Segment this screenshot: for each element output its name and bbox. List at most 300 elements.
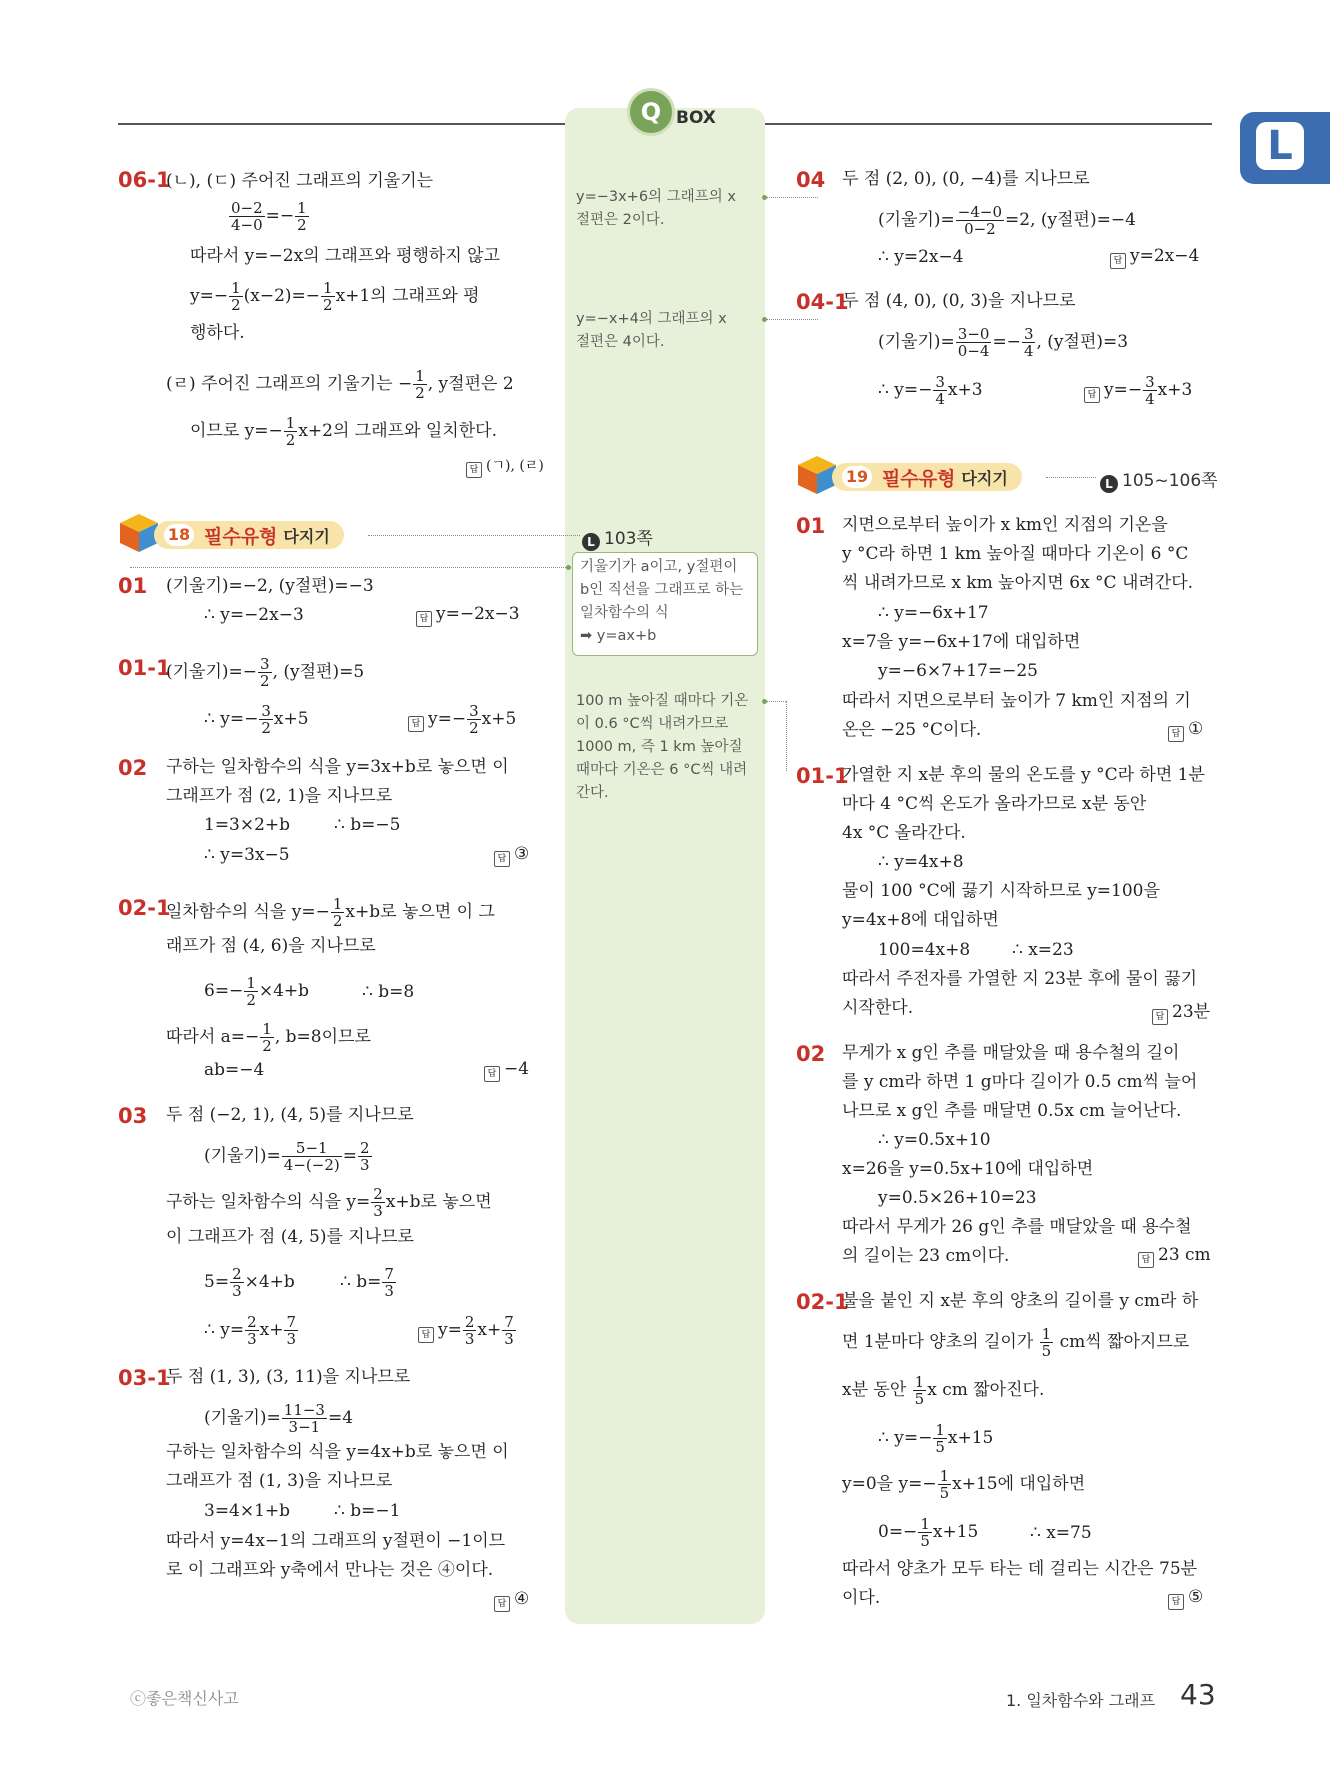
lesson-icon: L <box>582 533 600 551</box>
text: ∴ y=− <box>204 709 259 729</box>
solution-line: (ㄴ), (ㄷ) 주어진 그래프의 기울기는 <box>166 171 434 191</box>
answer-value: y=2x−4 <box>1130 246 1200 266</box>
answer <box>494 844 529 867</box>
solution-line: 3=4×1+b <box>204 1501 291 1521</box>
answer-value: 23분 <box>1172 1002 1211 1022</box>
fraction <box>230 1266 244 1299</box>
solution-line: 무게가 x g인 추를 매달았을 때 용수철의 길이 <box>842 1043 1180 1063</box>
qbox-note-1 <box>576 186 754 232</box>
chapter-tab <box>1240 112 1330 184</box>
text: y=0을 y=− <box>842 1474 937 1494</box>
answer-value: (ㄱ), (ㄹ) <box>486 458 544 474</box>
answer <box>1084 374 1192 407</box>
problem-number: 02 <box>796 1042 826 1066</box>
denominator: 4−(−2) <box>283 1156 340 1174</box>
denominator: 4 <box>1023 342 1034 360</box>
numerator: 1 <box>939 1467 950 1485</box>
fraction <box>331 896 345 929</box>
fraction <box>259 703 273 736</box>
solution-line <box>878 1422 993 1455</box>
solution-line <box>204 1402 353 1435</box>
note-line: 간다. <box>576 785 609 801</box>
solution-line <box>842 1374 1044 1407</box>
text: x+3 <box>947 380 983 400</box>
solution-line <box>204 975 309 1008</box>
fraction <box>371 1186 385 1219</box>
text: =− <box>265 206 295 226</box>
answer-value: x+5 <box>481 709 517 729</box>
numerator: 1 <box>914 1373 925 1391</box>
answer <box>494 1589 529 1612</box>
chapter-tab-icon: L <box>1256 122 1304 170</box>
solution-line: 1=3×2+b <box>204 815 291 835</box>
numerator: 11−3 <box>283 1401 325 1419</box>
problem-number: 02 <box>118 756 148 780</box>
fraction <box>258 656 272 689</box>
answer-value: x+ <box>477 1320 502 1340</box>
answer-value: −4 <box>504 1059 530 1079</box>
solution-line: 두 점 (1, 3), (3, 11)을 지나므로 <box>166 1367 411 1387</box>
fraction <box>933 1422 947 1455</box>
text: (기울기)= <box>878 332 955 352</box>
answer-icon: 답 <box>408 716 424 732</box>
fraction <box>1022 326 1036 359</box>
banner-title: 필수유형 <box>204 525 278 548</box>
denominator: 2 <box>231 296 241 314</box>
answer-icon: 답 <box>418 1327 434 1343</box>
text: 이므로 y=− <box>190 421 283 441</box>
answer-value: x+3 <box>1157 380 1193 400</box>
fraction <box>956 326 992 359</box>
solution-line <box>204 1140 373 1173</box>
solution-line <box>878 374 983 407</box>
banner-subtitle: 다지기 <box>283 526 330 546</box>
fraction <box>918 1516 932 1549</box>
text: ×4+b <box>258 981 310 1001</box>
qbox-note-4 <box>576 690 754 805</box>
text: x+b로 놓으면 <box>385 1192 492 1212</box>
solution-line: x=7을 y=−6x+17에 대입하면 <box>842 632 1081 652</box>
numerator: 1 <box>415 367 425 385</box>
answer <box>418 1314 517 1347</box>
text: =2, (y절편)=−4 <box>1005 210 1136 230</box>
solution-line: 로 이 그래프와 y축에서 만나는 것은 ④이다. <box>166 1560 494 1580</box>
numerator: 1 <box>332 895 343 913</box>
solution-line: 그래프가 점 (2, 1)을 지나므로 <box>166 786 393 806</box>
denominator: 3 <box>384 1282 394 1300</box>
text: 5= <box>204 1272 230 1292</box>
connector-line <box>766 701 786 702</box>
solution-line <box>166 368 514 401</box>
text: (기울기)=− <box>166 662 258 682</box>
numerator: 1 <box>1041 1325 1052 1343</box>
answer-icon: 답 <box>1138 1252 1154 1268</box>
text: x+5 <box>273 709 309 729</box>
denominator: 3 <box>286 1330 297 1348</box>
fraction <box>938 1468 952 1501</box>
solution-line: 두 점 (2, 0), (0, −4)를 지나므로 <box>842 169 1090 189</box>
text: ∴ y=− <box>878 380 933 400</box>
note-line: y=−x+4의 그래프의 x <box>576 311 727 327</box>
note-line: b인 직선을 그래프로 하는 <box>580 582 744 598</box>
answer <box>408 703 516 736</box>
note-line: 절편은 4이다. <box>576 334 665 350</box>
numerator: 2 <box>464 1313 475 1331</box>
solution-line: y=4x+8에 대입하면 <box>842 910 999 930</box>
solution-line <box>190 280 480 313</box>
solution-line: 구하는 일차함수의 식을 y=3x+b로 놓으면 이 <box>166 757 509 777</box>
banner-number: 18 <box>164 524 194 546</box>
solution-line: (기울기)=−2, (y절편)=−3 <box>166 576 374 596</box>
fraction <box>321 280 335 313</box>
answer-value: ④ <box>514 1589 530 1609</box>
denominator: 4−0 <box>231 216 263 234</box>
text: , b=8이므로 <box>274 1027 371 1047</box>
answer-value: y=−2x−3 <box>436 604 520 624</box>
text: ×4+b <box>244 1272 295 1292</box>
text: (기울기)= <box>204 1146 281 1166</box>
page-reference-text: 103쪽 <box>604 529 653 549</box>
numerator: 1 <box>285 414 296 432</box>
numerator: 2 <box>247 1313 257 1331</box>
section-banner-19 <box>796 460 1216 494</box>
answer-icon: 답 <box>466 462 482 478</box>
solution-line: ∴ y=4x+8 <box>878 852 964 872</box>
note-line: 100 m 높아질 때마다 기온 <box>576 693 749 709</box>
solution-line: 따라서 무게가 26 g인 추를 매달았을 때 용수철 <box>842 1217 1192 1237</box>
text: , y절편은 2 <box>427 374 514 394</box>
solution-line: ∴ b=−1 <box>334 1501 401 1521</box>
denominator: 2 <box>260 672 270 690</box>
denominator: 2 <box>297 216 307 234</box>
copyright: ⓒ좋은책신사고 <box>130 1689 239 1708</box>
problem-number: 02-1 <box>796 1290 849 1314</box>
fraction <box>1040 1326 1054 1359</box>
solution-line: 마다 4 °C씩 온도가 올라가므로 x분 동안 <box>842 794 1147 814</box>
text: , (y절편)=5 <box>272 662 365 682</box>
denominator: 4 <box>1145 390 1155 408</box>
text: ∴ y=− <box>878 1428 933 1448</box>
problem-number: 01 <box>796 514 826 538</box>
denominator: 2 <box>262 1037 272 1055</box>
text: x+15 <box>932 1522 979 1542</box>
qbox-note-3 <box>580 556 758 648</box>
fraction <box>1143 374 1157 407</box>
numerator: 0−2 <box>231 199 263 217</box>
solution-line: 따라서 지면으로부터 높이가 7 km인 지점의 기 <box>842 691 1191 711</box>
text: (기울기)= <box>878 210 955 230</box>
note-line: 일차함수의 식 <box>580 605 669 621</box>
chapter-title: 1. 일차함수와 그래프 <box>1006 1691 1156 1710</box>
answer-value: ⑤ <box>1188 1587 1204 1607</box>
solution-line <box>878 1516 978 1549</box>
solution-line: 불을 붙인 지 x분 후의 양초의 길이를 y cm라 하 <box>842 1291 1199 1311</box>
solution-line <box>204 1266 295 1299</box>
denominator: 3 <box>232 1282 242 1300</box>
answer-value: ③ <box>514 844 530 864</box>
problem-number: 02-1 <box>118 896 171 920</box>
page-reference <box>1100 466 1218 493</box>
fraction <box>382 1266 396 1299</box>
connector-line <box>766 197 818 198</box>
denominator: 3 <box>359 1156 370 1174</box>
numerator: 7 <box>384 1265 394 1283</box>
fraction <box>245 1314 259 1347</box>
solution-line <box>204 703 309 736</box>
fraction <box>413 368 427 401</box>
note-line: 때마다 기온은 6 °C씩 내려 <box>576 762 748 778</box>
denominator: 5 <box>935 1438 945 1456</box>
solution-line: ∴ y=2x−4 <box>878 247 964 267</box>
answer-value: y=− <box>428 709 467 729</box>
solution-line <box>842 1326 1189 1359</box>
note-line: ➡ y=ax+b <box>580 628 657 644</box>
denominator: 2 <box>469 719 479 737</box>
numerator: 2 <box>359 1139 370 1157</box>
solution-line: 따라서 y=−2x의 그래프와 평행하지 않고 <box>190 246 501 266</box>
numerator: 7 <box>504 1313 514 1331</box>
top-rule-right <box>762 123 1212 125</box>
solution-line: y=0.5×26+10=23 <box>878 1188 1037 1208</box>
fraction <box>933 374 947 407</box>
banner-dotted-line <box>368 535 580 536</box>
denominator: 2 <box>246 991 256 1009</box>
solution-line: 시작한다. <box>842 998 914 1018</box>
note-line: 1000 m, 즉 1 km 높아질 <box>576 739 743 755</box>
numerator: 1 <box>262 1020 272 1038</box>
text: x+15에 대입하면 <box>952 1474 1086 1494</box>
fraction <box>463 1314 477 1347</box>
text: =4 <box>327 1408 354 1428</box>
connector-line <box>766 319 818 320</box>
solution-line: 그래프가 점 (1, 3)을 지나므로 <box>166 1471 393 1491</box>
solution-line: 래프가 점 (4, 6)을 지나므로 <box>166 936 376 956</box>
answer <box>1168 719 1203 742</box>
connector-line <box>130 567 566 568</box>
solution-line <box>878 326 1128 359</box>
answer-icon: 답 <box>484 1066 500 1082</box>
solution-line: 따라서 y=4x−1의 그래프의 y절편이 −1이므 <box>166 1531 506 1551</box>
numerator: 3 <box>1023 325 1034 343</box>
numerator: −4−0 <box>957 203 1003 221</box>
numerator: 1 <box>920 1515 930 1533</box>
text: cm씩 짧아지므로 <box>1059 1332 1190 1352</box>
text: , (y절편)=3 <box>1036 332 1129 352</box>
text: x cm 짧아진다. <box>927 1380 1045 1400</box>
fraction <box>467 703 481 736</box>
numerator: 1 <box>246 974 256 992</box>
denominator: 3 <box>247 1330 257 1348</box>
text: 따라서 a=− <box>166 1027 260 1047</box>
answer-icon: 답 <box>1084 387 1100 403</box>
page-number: 43 <box>1180 1678 1216 1711</box>
fraction <box>282 1402 327 1435</box>
numerator: 3 <box>935 373 945 391</box>
solution-line: ∴ b=−5 <box>334 815 401 835</box>
denominator: 2 <box>261 719 271 737</box>
fraction <box>260 1021 274 1054</box>
denominator: 5 <box>920 1532 930 1550</box>
solution-line: ∴ x=23 <box>1012 940 1074 960</box>
answer <box>1138 1245 1211 1268</box>
numerator: 1 <box>231 279 241 297</box>
text: 구하는 일차함수의 식을 y= <box>166 1192 371 1212</box>
solution-line <box>166 1186 492 1219</box>
fraction <box>295 200 309 233</box>
text: 0=− <box>878 1522 918 1542</box>
denominator: 3−1 <box>288 1418 321 1436</box>
answer-icon: 답 <box>1168 1594 1184 1610</box>
numerator: 3 <box>1145 373 1155 391</box>
problem-number: 01-1 <box>118 656 171 680</box>
denominator: 4 <box>935 390 945 408</box>
solution-line: 따라서 양초가 모두 타는 데 걸리는 시간은 75분 <box>842 1559 1198 1579</box>
solution-line: y=−6×7+17=−25 <box>878 661 1038 681</box>
solution-line: 이 그래프가 점 (4, 5)를 지나므로 <box>166 1227 414 1247</box>
answer <box>416 604 520 627</box>
qbox-note-2 <box>576 308 754 354</box>
denominator: 3 <box>464 1330 475 1348</box>
solution-line: 물이 100 °C에 끓기 시작하므로 y=100을 <box>842 881 1160 901</box>
section-banner-18 <box>118 518 653 552</box>
solution-line: 를 y cm라 하면 1 g마다 길이가 0.5 cm씩 늘어 <box>842 1072 1198 1092</box>
numerator: 1 <box>297 199 307 217</box>
solution-line: ∴ y=0.5x+10 <box>878 1130 991 1150</box>
text: x+15 <box>947 1428 994 1448</box>
answer <box>466 455 544 478</box>
page-reference <box>582 524 653 551</box>
note-line: 절편은 2이다. <box>576 212 665 228</box>
banner-pill <box>832 463 1022 491</box>
solution-line <box>166 656 364 689</box>
solution-line: 나므로 x g인 추를 매달면 0.5x cm 늘어난다. <box>842 1101 1182 1121</box>
fraction <box>284 415 298 448</box>
text: 일차함수의 식을 y=− <box>166 902 330 922</box>
numerator: 5−1 <box>282 1140 342 1157</box>
fraction <box>284 1314 298 1347</box>
text: x분 동안 <box>842 1380 907 1400</box>
banner-title: 필수유형 <box>882 467 956 490</box>
lesson-icon: L <box>1100 475 1118 493</box>
text: = <box>342 1146 357 1166</box>
solution-line: ∴ y=−6x+17 <box>878 603 989 623</box>
text: (기울기)= <box>204 1408 281 1428</box>
solution-line: 온은 −25 °C이다. <box>842 720 982 740</box>
solution-line: 지면으로부터 높이가 x km인 지점의 기온을 <box>842 515 1168 535</box>
numerator: 1 <box>323 279 333 297</box>
solution-line <box>204 1314 299 1347</box>
answer-icon: 답 <box>494 851 510 867</box>
solution-line <box>166 1021 371 1054</box>
text: y=− <box>190 286 229 306</box>
numerator: 1 <box>935 1421 945 1439</box>
answer <box>1168 1587 1203 1610</box>
page-reference-text: 105~106쪽 <box>1122 471 1218 491</box>
denominator: 0−4 <box>957 342 990 360</box>
fraction <box>956 204 1004 237</box>
text: ∴ b= <box>340 1272 382 1292</box>
text: x+2의 그래프와 일치한다. <box>298 421 497 441</box>
solution-line: ∴ y=−2x−3 <box>204 605 304 625</box>
denominator: 5 <box>914 1390 925 1408</box>
solution-line: 100=4x+8 <box>878 940 971 960</box>
numerator: 3 <box>261 702 271 720</box>
solution-line: 4x °C 올라간다. <box>842 823 966 843</box>
denominator: 5 <box>939 1484 950 1502</box>
text: 면 1분마다 양초의 길이가 <box>842 1332 1034 1352</box>
problem-number: 03-1 <box>118 1366 171 1390</box>
solution-line <box>228 200 310 233</box>
denominator: 2 <box>332 912 343 930</box>
banner-dotted-line <box>1046 477 1096 478</box>
fraction <box>282 1140 342 1173</box>
answer <box>1110 246 1199 269</box>
fraction <box>913 1374 927 1407</box>
solution-line: 따라서 주전자를 가열한 지 23분 후에 물이 끓기 <box>842 969 1198 989</box>
q-box-icon: Q <box>627 88 675 136</box>
text: ∴ y= <box>204 1320 245 1340</box>
solution-line <box>340 1266 397 1299</box>
numerator: 3 <box>260 655 270 673</box>
answer-icon: 답 <box>1152 1009 1168 1025</box>
solution-line: 두 점 (−2, 1), (4, 5)를 지나므로 <box>166 1105 414 1125</box>
solution-line: ab=−4 <box>204 1060 265 1080</box>
answer-icon: 답 <box>416 611 432 627</box>
answer-value: ① <box>1188 719 1204 739</box>
solution-line: 행하다. <box>190 323 245 343</box>
solution-line: x=26을 y=0.5x+10에 대입하면 <box>842 1159 1094 1179</box>
answer-icon: 답 <box>1168 726 1184 742</box>
problem-number: 01-1 <box>796 764 849 788</box>
solution-line <box>842 1468 1085 1501</box>
problem-number: 04 <box>796 168 826 192</box>
answer-icon: 답 <box>1110 253 1126 269</box>
numerator: 2 <box>373 1185 383 1203</box>
top-rule-left <box>118 123 568 125</box>
text: 6=− <box>204 981 244 1001</box>
solution-line: 이다. <box>842 1588 881 1608</box>
text: x+1의 그래프와 평 <box>335 286 480 306</box>
denominator: 5 <box>1041 1342 1052 1360</box>
numerator: 3 <box>469 702 479 720</box>
denominator: 2 <box>323 296 333 314</box>
answer <box>1152 997 1210 1025</box>
denominator: 2 <box>285 431 296 449</box>
denominator: 3 <box>504 1330 514 1348</box>
problem-number: 06-1 <box>118 168 171 192</box>
answer-value: y= <box>438 1320 462 1340</box>
solution-line <box>190 415 497 448</box>
connector-line <box>786 701 787 771</box>
answer-value: y=− <box>1104 380 1143 400</box>
solution-line: 가열한 지 x분 후의 물의 온도를 y °C라 하면 1분 <box>842 765 1205 785</box>
solution-line: 구하는 일차함수의 식을 y=4x+b로 놓으면 이 <box>166 1442 509 1462</box>
fraction <box>229 280 243 313</box>
banner-pill <box>154 521 344 549</box>
answer <box>484 1059 529 1082</box>
denominator: 2 <box>415 384 425 402</box>
denominator: 0−2 <box>964 220 996 238</box>
fraction <box>358 1140 372 1173</box>
solution-line: 의 길이는 23 cm이다. <box>842 1246 1010 1266</box>
numerator: 3−0 <box>957 325 990 343</box>
numerator: 7 <box>286 1313 297 1331</box>
solution-line: 두 점 (4, 0), (0, 3)을 지나므로 <box>842 291 1076 311</box>
note-line: 기울기가 a이고, y절편이 <box>580 559 738 575</box>
denominator: 3 <box>373 1202 383 1220</box>
solution-line: ∴ b=8 <box>362 982 415 1002</box>
fraction <box>502 1314 516 1347</box>
